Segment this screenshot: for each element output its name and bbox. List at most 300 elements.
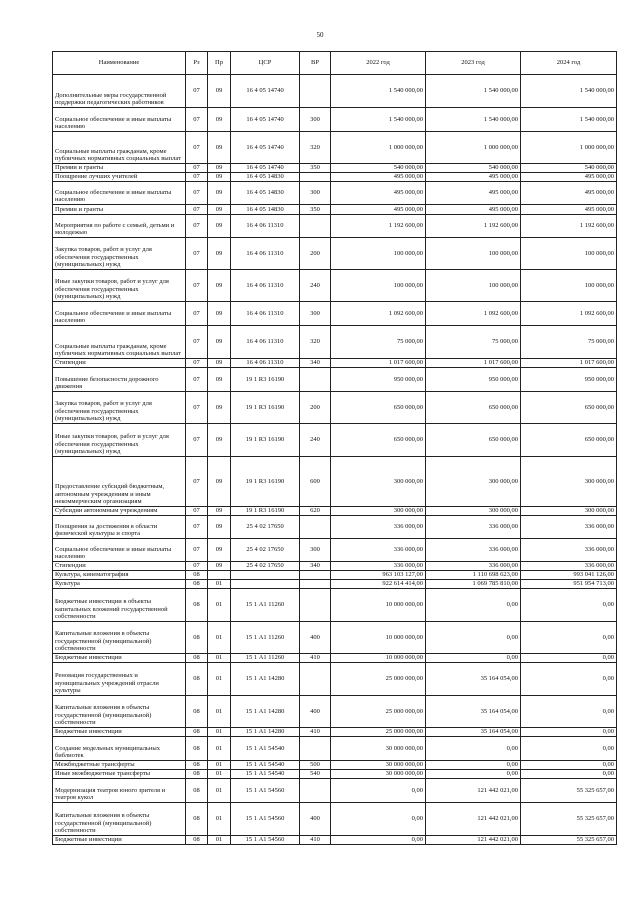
cell-2022: 10 000 000,00 [331, 654, 426, 663]
cell-csr: 15 1 А1 14280 [231, 728, 300, 737]
cell-vr [300, 589, 331, 622]
cell-vr: 300 [300, 539, 331, 562]
cell-2022: 30 000 000,00 [331, 770, 426, 779]
cell-pr: 01 [208, 663, 231, 696]
cell-name: Предоставление субсидий бюджетным, автономным учреждениям и иным некоммерческим организациям [53, 457, 186, 507]
cell-pr: 09 [208, 270, 231, 302]
cell-2022: 1 017 600,00 [331, 359, 426, 368]
cell-2022: 0,00 [331, 779, 426, 803]
cell-rz: 07 [186, 326, 208, 359]
cell-2024: 1 540 000,00 [521, 108, 617, 132]
cell-csr: 16 4 06 11310 [231, 359, 300, 368]
cell-rz: 07 [186, 539, 208, 562]
cell-2024: 75 000,00 [521, 326, 617, 359]
cell-pr: 09 [208, 326, 231, 359]
cell-2022: 1 092 600,00 [331, 302, 426, 326]
cell-rz: 07 [186, 457, 208, 507]
cell-name: Социальные выплаты гражданам, кроме публичных нормативных социальных выплат [53, 326, 186, 359]
cell-vr: 240 [300, 424, 331, 457]
cell-rz: 08 [186, 770, 208, 779]
cell-csr: 25 4 02 17650 [231, 539, 300, 562]
cell-csr: 16 4 05 14740 [231, 108, 300, 132]
cell-pr: 09 [208, 132, 231, 164]
table-row [53, 182, 617, 205]
cell-rz: 07 [186, 392, 208, 424]
cell-rz: 07 [186, 424, 208, 457]
cell-2023: 0,00 [426, 770, 521, 779]
cell-2024: 0,00 [521, 761, 617, 770]
cell-csr: 15 1 А1 11260 [231, 622, 300, 654]
cell-2022: 25 000 000,00 [331, 696, 426, 728]
cell-vr: 200 [300, 238, 331, 270]
cell-2023: 121 442 021,00 [426, 836, 521, 845]
table-row [53, 562, 617, 571]
cell-vr [300, 580, 331, 589]
cell-csr: 16 4 06 11310 [231, 302, 300, 326]
cell-name: Капитальные вложения в объекты государственной (муниципальной) собственности [53, 696, 186, 728]
table-row [53, 205, 617, 215]
cell-2022: 495 000,00 [331, 182, 426, 205]
table-row [53, 516, 617, 539]
cell-pr: 01 [208, 770, 231, 779]
cell-vr [300, 368, 331, 392]
cell-csr: 19 1 R3 16190 [231, 424, 300, 457]
cell-vr: 400 [300, 803, 331, 836]
cell-pr: 09 [208, 507, 231, 516]
cell-vr [300, 737, 331, 761]
cell-pr: 01 [208, 728, 231, 737]
cell-2023: 300 000,00 [426, 507, 521, 516]
cell-pr: 09 [208, 424, 231, 457]
cell-2023: 1 192 600,00 [426, 215, 521, 238]
cell-name: Социальное обеспечение и иные выплаты населению [53, 302, 186, 326]
cell-vr [300, 571, 331, 580]
table-header-row [53, 52, 617, 75]
cell-name: Премии и гранты [53, 164, 186, 173]
cell-2024: 0,00 [521, 654, 617, 663]
table-row [53, 392, 617, 424]
cell-rz: 07 [186, 215, 208, 238]
cell-pr: 09 [208, 392, 231, 424]
cell-pr: 01 [208, 622, 231, 654]
cell-2022: 30 000 000,00 [331, 737, 426, 761]
header-rz: Рз [186, 52, 208, 75]
cell-2023: 0,00 [426, 589, 521, 622]
cell-2024: 540 000,00 [521, 164, 617, 173]
cell-vr [300, 75, 331, 108]
cell-rz: 07 [186, 173, 208, 182]
table-row [53, 728, 617, 737]
cell-2024: 495 000,00 [521, 205, 617, 215]
cell-pr: 09 [208, 359, 231, 368]
cell-csr: 16 4 05 14740 [231, 132, 300, 164]
cell-pr: 09 [208, 516, 231, 539]
cell-csr: 16 4 06 11310 [231, 326, 300, 359]
cell-2024: 300 000,00 [521, 457, 617, 507]
cell-2024: 0,00 [521, 696, 617, 728]
cell-2023: 1 017 600,00 [426, 359, 521, 368]
cell-vr: 300 [300, 302, 331, 326]
table-row [53, 75, 617, 108]
cell-vr: 350 [300, 164, 331, 173]
cell-2023: 100 000,00 [426, 238, 521, 270]
cell-pr: 09 [208, 457, 231, 507]
cell-vr: 540 [300, 770, 331, 779]
cell-name: Дополнительные меры государственной поддержки педагогических работников [53, 75, 186, 108]
cell-rz: 08 [186, 654, 208, 663]
cell-2022: 336 000,00 [331, 539, 426, 562]
cell-2022: 1 540 000,00 [331, 108, 426, 132]
cell-csr: 15 1 А1 54540 [231, 770, 300, 779]
cell-2022: 650 000,00 [331, 392, 426, 424]
table-row [53, 270, 617, 302]
cell-2023: 1 000 000,00 [426, 132, 521, 164]
cell-csr: 19 1 R3 16190 [231, 368, 300, 392]
cell-pr: 01 [208, 779, 231, 803]
table-row [53, 238, 617, 270]
cell-2024: 993 041 126,00 [521, 571, 617, 580]
table-row [53, 737, 617, 761]
cell-pr: 09 [208, 238, 231, 270]
table-body [53, 75, 617, 845]
cell-name: Создание модельных муниципальных библиотек [53, 737, 186, 761]
cell-2023: 336 000,00 [426, 562, 521, 571]
cell-2023: 1 069 785 810,00 [426, 580, 521, 589]
cell-pr: 09 [208, 562, 231, 571]
budget-table [52, 51, 617, 845]
cell-2024: 55 325 657,00 [521, 779, 617, 803]
cell-name: Капитальные вложения в объекты государственной (муниципальной) собственности [53, 803, 186, 836]
cell-2022: 1 000 000,00 [331, 132, 426, 164]
table-row [53, 580, 617, 589]
cell-2023: 300 000,00 [426, 457, 521, 507]
cell-pr: 01 [208, 737, 231, 761]
cell-name: Социальное обеспечение и иные выплаты населению [53, 182, 186, 205]
cell-2024: 1 092 600,00 [521, 302, 617, 326]
cell-2024: 300 000,00 [521, 507, 617, 516]
cell-csr: 15 1 А1 11260 [231, 654, 300, 663]
cell-2023: 540 000,00 [426, 164, 521, 173]
cell-2023: 1 540 000,00 [426, 108, 521, 132]
cell-2024: 1 540 000,00 [521, 75, 617, 108]
cell-2023: 1 110 698 623,00 [426, 571, 521, 580]
cell-rz: 07 [186, 270, 208, 302]
table-row [53, 359, 617, 368]
cell-csr: 15 1 А1 54540 [231, 761, 300, 770]
cell-2022: 1 540 000,00 [331, 75, 426, 108]
cell-csr: 16 4 06 11310 [231, 270, 300, 302]
cell-csr: 19 1 R3 16190 [231, 457, 300, 507]
cell-2024: 336 000,00 [521, 539, 617, 562]
cell-name: Капитальные вложения в объекты государственной (муниципальной) собственности [53, 622, 186, 654]
cell-2024: 1 000 000,00 [521, 132, 617, 164]
cell-2022: 300 000,00 [331, 507, 426, 516]
cell-2023: 495 000,00 [426, 182, 521, 205]
table-row [53, 836, 617, 845]
cell-vr: 350 [300, 205, 331, 215]
cell-csr: 16 4 05 14830 [231, 173, 300, 182]
cell-2024: 0,00 [521, 622, 617, 654]
cell-2023: 121 442 021,00 [426, 803, 521, 836]
cell-2024: 55 325 657,00 [521, 836, 617, 845]
cell-2022: 1 192 600,00 [331, 215, 426, 238]
cell-csr: 16 4 05 14830 [231, 205, 300, 215]
table-row [53, 457, 617, 507]
cell-2023: 0,00 [426, 737, 521, 761]
header-csr: ЦСР [231, 52, 300, 75]
cell-2024: 650 000,00 [521, 392, 617, 424]
table-row [53, 539, 617, 562]
cell-pr: 09 [208, 182, 231, 205]
cell-2023: 1 092 600,00 [426, 302, 521, 326]
cell-name: Поощрение лучших учителей [53, 173, 186, 182]
cell-2022: 650 000,00 [331, 424, 426, 457]
table-row [53, 654, 617, 663]
cell-name: Социальное обеспечение и иные выплаты населению [53, 108, 186, 132]
cell-rz: 08 [186, 728, 208, 737]
table-row [53, 164, 617, 173]
cell-vr: 340 [300, 562, 331, 571]
table-row [53, 622, 617, 654]
cell-2022: 25 000 000,00 [331, 663, 426, 696]
cell-csr: 25 4 02 17650 [231, 562, 300, 571]
cell-name: Иные межбюджетные трансферты [53, 770, 186, 779]
page-number: 50 [316, 31, 324, 39]
cell-csr: 15 1 А1 54560 [231, 803, 300, 836]
cell-csr: 15 1 А1 14280 [231, 663, 300, 696]
cell-2024: 0,00 [521, 737, 617, 761]
header-2024: 2024 год [521, 52, 617, 75]
table-row [53, 696, 617, 728]
cell-vr [300, 215, 331, 238]
cell-rz: 07 [186, 182, 208, 205]
cell-rz: 07 [186, 516, 208, 539]
cell-2022: 10 000 000,00 [331, 622, 426, 654]
cell-2023: 0,00 [426, 761, 521, 770]
cell-2022: 0,00 [331, 836, 426, 845]
cell-2024: 100 000,00 [521, 238, 617, 270]
cell-2024: 1 017 600,00 [521, 359, 617, 368]
cell-vr: 200 [300, 392, 331, 424]
cell-2023: 495 000,00 [426, 173, 521, 182]
table-row [53, 507, 617, 516]
cell-rz: 08 [186, 779, 208, 803]
cell-2023: 0,00 [426, 622, 521, 654]
cell-2023: 336 000,00 [426, 516, 521, 539]
cell-2023: 650 000,00 [426, 424, 521, 457]
cell-pr: 01 [208, 836, 231, 845]
cell-pr: 09 [208, 173, 231, 182]
cell-csr: 16 4 06 11310 [231, 238, 300, 270]
cell-2024: 336 000,00 [521, 562, 617, 571]
cell-2022: 495 000,00 [331, 173, 426, 182]
cell-rz: 07 [186, 562, 208, 571]
cell-rz: 07 [186, 205, 208, 215]
cell-csr: 15 1 А1 54560 [231, 836, 300, 845]
cell-2024: 55 325 657,00 [521, 803, 617, 836]
table-row [53, 424, 617, 457]
cell-2022: 100 000,00 [331, 270, 426, 302]
cell-vr: 320 [300, 132, 331, 164]
cell-csr: 15 1 А1 14280 [231, 696, 300, 728]
cell-name: Субсидии автономным учреждениям [53, 507, 186, 516]
cell-name: Социальные выплаты гражданам, кроме публичных нормативных социальных выплат [53, 132, 186, 164]
cell-2023: 35 164 054,00 [426, 728, 521, 737]
cell-vr [300, 779, 331, 803]
cell-pr: 09 [208, 108, 231, 132]
cell-rz: 07 [186, 75, 208, 108]
cell-rz: 08 [186, 803, 208, 836]
cell-name: Стипендии [53, 359, 186, 368]
cell-rz: 08 [186, 622, 208, 654]
cell-2022: 30 000 000,00 [331, 761, 426, 770]
cell-vr [300, 516, 331, 539]
cell-2022: 0,00 [331, 803, 426, 836]
cell-2022: 336 000,00 [331, 562, 426, 571]
cell-2022: 75 000,00 [331, 326, 426, 359]
cell-vr [300, 173, 331, 182]
cell-name: Премии и гранты [53, 205, 186, 215]
header-pr: Пр [208, 52, 231, 75]
cell-rz: 07 [186, 108, 208, 132]
cell-rz: 07 [186, 359, 208, 368]
cell-vr: 410 [300, 728, 331, 737]
cell-pr: 01 [208, 803, 231, 836]
table-row [53, 368, 617, 392]
cell-rz: 08 [186, 663, 208, 696]
cell-rz: 07 [186, 238, 208, 270]
cell-2022: 336 000,00 [331, 516, 426, 539]
cell-csr: 25 4 02 17650 [231, 516, 300, 539]
cell-name: Межбюджетные трансферты [53, 761, 186, 770]
cell-vr: 320 [300, 326, 331, 359]
cell-csr: 19 1 R3 16190 [231, 392, 300, 424]
table-row [53, 132, 617, 164]
cell-vr: 410 [300, 654, 331, 663]
cell-2023: 35 164 054,00 [426, 696, 521, 728]
cell-2023: 100 000,00 [426, 270, 521, 302]
cell-2022: 100 000,00 [331, 238, 426, 270]
cell-rz: 07 [186, 132, 208, 164]
cell-2024: 100 000,00 [521, 270, 617, 302]
cell-vr: 400 [300, 696, 331, 728]
table-row [53, 108, 617, 132]
table-row [53, 779, 617, 803]
cell-pr [208, 571, 231, 580]
cell-2024: 1 192 600,00 [521, 215, 617, 238]
table-row [53, 173, 617, 182]
cell-csr: 16 4 05 14740 [231, 75, 300, 108]
cell-name: Бюджетные инвестиции [53, 654, 186, 663]
cell-csr: 16 4 05 14740 [231, 164, 300, 173]
cell-2023: 336 000,00 [426, 539, 521, 562]
cell-rz: 07 [186, 302, 208, 326]
cell-2023: 650 000,00 [426, 392, 521, 424]
cell-2024: 951 954 713,00 [521, 580, 617, 589]
cell-name: Мероприятия по работе с семьей, детьми и молодежью [53, 215, 186, 238]
cell-name: Культура, кинематография [53, 571, 186, 580]
cell-name: Социальное обеспечение и иные выплаты населению [53, 539, 186, 562]
cell-2022: 10 000 000,00 [331, 589, 426, 622]
cell-rz: 08 [186, 571, 208, 580]
cell-vr: 340 [300, 359, 331, 368]
cell-rz: 08 [186, 580, 208, 589]
cell-csr: 15 1 А1 54540 [231, 737, 300, 761]
cell-rz: 08 [186, 737, 208, 761]
cell-name: Поощрения за достижения в области физической культуры и спорта [53, 516, 186, 539]
table-row [53, 571, 617, 580]
cell-rz: 08 [186, 696, 208, 728]
table-row [53, 770, 617, 779]
cell-vr: 400 [300, 622, 331, 654]
header-vr: ВР [300, 52, 331, 75]
cell-name: Закупка товаров, работ и услуг для обеспечения государственных (муниципальных) нужд [53, 392, 186, 424]
cell-csr: 15 1 А1 54560 [231, 779, 300, 803]
cell-vr: 300 [300, 108, 331, 132]
cell-csr: 19 1 R3 16190 [231, 507, 300, 516]
cell-2023: 0,00 [426, 654, 521, 663]
cell-name: Иные закупки товаров, работ и услуг для обеспечения государственных (муниципальных) нужд [53, 270, 186, 302]
table-row [53, 761, 617, 770]
cell-rz: 08 [186, 761, 208, 770]
cell-pr: 01 [208, 654, 231, 663]
cell-name: Иные закупки товаров, работ и услуг для обеспечения государственных (муниципальных) нужд [53, 424, 186, 457]
cell-pr: 01 [208, 589, 231, 622]
cell-pr: 01 [208, 580, 231, 589]
table-row [53, 663, 617, 696]
cell-2024: 650 000,00 [521, 424, 617, 457]
cell-2024: 0,00 [521, 770, 617, 779]
cell-2024: 0,00 [521, 663, 617, 696]
cell-2022: 300 000,00 [331, 457, 426, 507]
cell-vr: 240 [300, 270, 331, 302]
cell-pr: 01 [208, 696, 231, 728]
cell-pr: 09 [208, 205, 231, 215]
table-row [53, 803, 617, 836]
cell-name: Реновация государственных и муниципальных учреждений отрасли культуры [53, 663, 186, 696]
cell-pr: 01 [208, 761, 231, 770]
cell-pr: 09 [208, 539, 231, 562]
cell-pr: 09 [208, 75, 231, 108]
cell-pr: 09 [208, 368, 231, 392]
cell-rz: 08 [186, 589, 208, 622]
cell-2023: 495 000,00 [426, 205, 521, 215]
cell-csr: 16 4 06 11310 [231, 215, 300, 238]
cell-csr [231, 571, 300, 580]
cell-2022: 963 103 127,00 [331, 571, 426, 580]
cell-vr: 620 [300, 507, 331, 516]
cell-2023: 121 442 021,00 [426, 779, 521, 803]
header-2023: 2023 год [426, 52, 521, 75]
cell-csr [231, 580, 300, 589]
header-2022: 2022 год [331, 52, 426, 75]
cell-rz: 08 [186, 836, 208, 845]
cell-name: Бюджетные инвестиции [53, 728, 186, 737]
cell-vr: 300 [300, 182, 331, 205]
table-row [53, 215, 617, 238]
cell-pr: 09 [208, 215, 231, 238]
cell-vr: 410 [300, 836, 331, 845]
cell-pr: 09 [208, 164, 231, 173]
cell-2023: 1 540 000,00 [426, 75, 521, 108]
cell-name: Повышение безопасности дорожного движения [53, 368, 186, 392]
table-row [53, 589, 617, 622]
cell-2022: 922 614 414,00 [331, 580, 426, 589]
cell-2024: 336 000,00 [521, 516, 617, 539]
cell-name: Культура [53, 580, 186, 589]
cell-rz: 07 [186, 368, 208, 392]
cell-name: Бюджетные инвестиции в объекты капитальных вложений государственной собственности [53, 589, 186, 622]
